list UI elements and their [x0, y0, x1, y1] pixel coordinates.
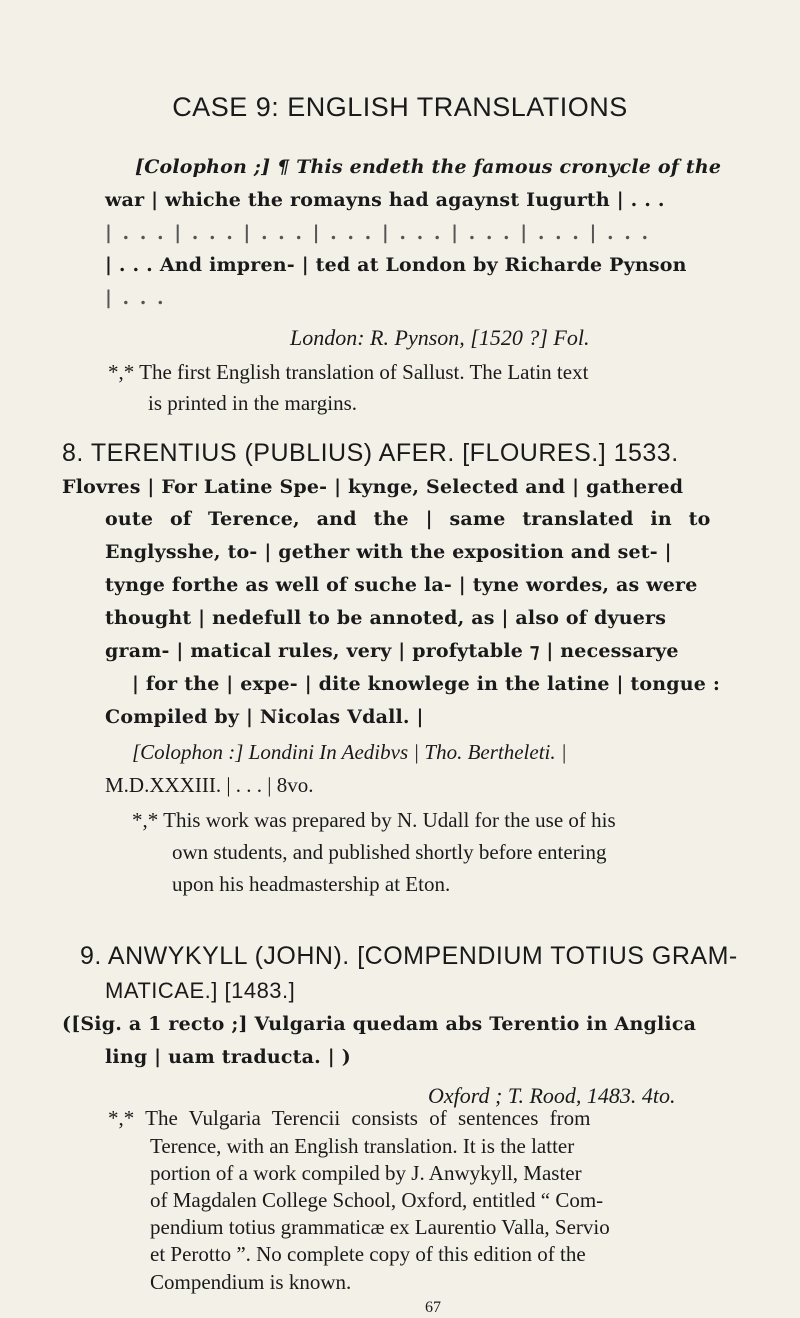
note-9-line-2: Terence, with an English translation. It is the latter — [150, 1134, 575, 1158]
note-9-line-1: *,* The Vulgaria Terencii consists of sentences from — [108, 1106, 591, 1130]
note-9-line-4: of Magdalen College School, Oxford, entitled “ Com- — [150, 1188, 604, 1212]
colophon-8-line-2: M.D.XXXIII. | . . . | 8vo. — [105, 773, 314, 797]
entry-9-line-1: ([Sig. a 1 recto ;] Vulgaria quedam abs Terentio in Anglica — [62, 1013, 697, 1035]
colophon-line-5: | . . . — [105, 287, 166, 309]
entry-8-heading: 8. TERENTIUS (PUBLIUS) AFER. [FLOURES.] 1533. — [62, 439, 679, 467]
entry-8-line-4: tynge forthe as well of suche la- | tyne wordes, as were — [105, 574, 698, 596]
entry-9-heading-1: 9. ANWYKYLL (JOHN). [COMPENDIUM TOTIUS GRAM- — [80, 942, 738, 970]
entry-9-line-2: ling | uam traducta. | ) — [105, 1046, 351, 1068]
entry-8-line-8: Compiled by | Nicolas Vdall. | — [105, 706, 424, 728]
entry-8-line-7: | for the | expe- | dite knowlege in the latine | tongue : — [132, 673, 721, 695]
note-9-line-6: et Perotto ”. No complete copy of this edition of the — [150, 1242, 586, 1266]
colophon-line-3: | . . . | . . . | . . . | . . . | . . . | . . . | . . . | . . . — [105, 222, 651, 244]
entry-8-line-5: thought | nedefull to be annoted, as | also of dyuers — [105, 607, 667, 629]
colophon-line-2: war | whiche the romayns had agaynst Iugurth | . . . — [105, 189, 665, 211]
colophon-line-4: | . . . And impren- | ted at London by Richarde Pynson — [105, 254, 687, 276]
note-8-line-2: own students, and published shortly before entering — [172, 840, 607, 864]
entry-8-line-6: gram- | matical rules, very | profytable ⁊ | necessarye — [105, 640, 679, 662]
entry-8-line-2: oute of Terence, and the | same translated in to — [105, 508, 711, 530]
imprint-7: London: R. Pynson, [1520 ?] Fol. — [290, 325, 590, 350]
note-8-line-3: upon his headmastership at Eton. — [172, 872, 451, 896]
entry-8-line-3: Englysshe, to- | gether with the exposition and set- | — [105, 541, 672, 563]
note-7-line-1: *,* The first English translation of Sallust. The Latin text — [108, 360, 589, 384]
note-7-line-2: is printed in the margins. — [148, 391, 358, 415]
note-9-line-7: Compendium is known. — [150, 1270, 352, 1294]
page-header: CASE 9: ENGLISH TRANSLATIONS — [172, 92, 628, 122]
note-8-line-1: *,* This work was prepared by N. Udall for the use of his — [132, 808, 616, 832]
colophon-8-line-1: [Colophon :] Londini In Aedibvs | Tho. Bertheleti. | — [132, 740, 567, 764]
entry-8-line-1: Flovres | For Latine Spe- | kynge, Selected and | gathered — [62, 476, 684, 498]
page-number: 67 — [425, 1299, 441, 1316]
imprint-9: Oxford ; T. Rood, 1483. 4to. — [428, 1083, 676, 1108]
colophon-line-1: [Colophon ;] ¶ This endeth the famous cronycle of the — [135, 156, 722, 178]
entry-9-heading-2: MATICAE.] [1483.] — [105, 978, 296, 1003]
note-9-line-5: pendium totius grammaticæ ex Laurentio Valla, Servio — [150, 1215, 610, 1239]
note-9-line-3: portion of a work compiled by J. Anwykyll, Master — [150, 1161, 582, 1185]
